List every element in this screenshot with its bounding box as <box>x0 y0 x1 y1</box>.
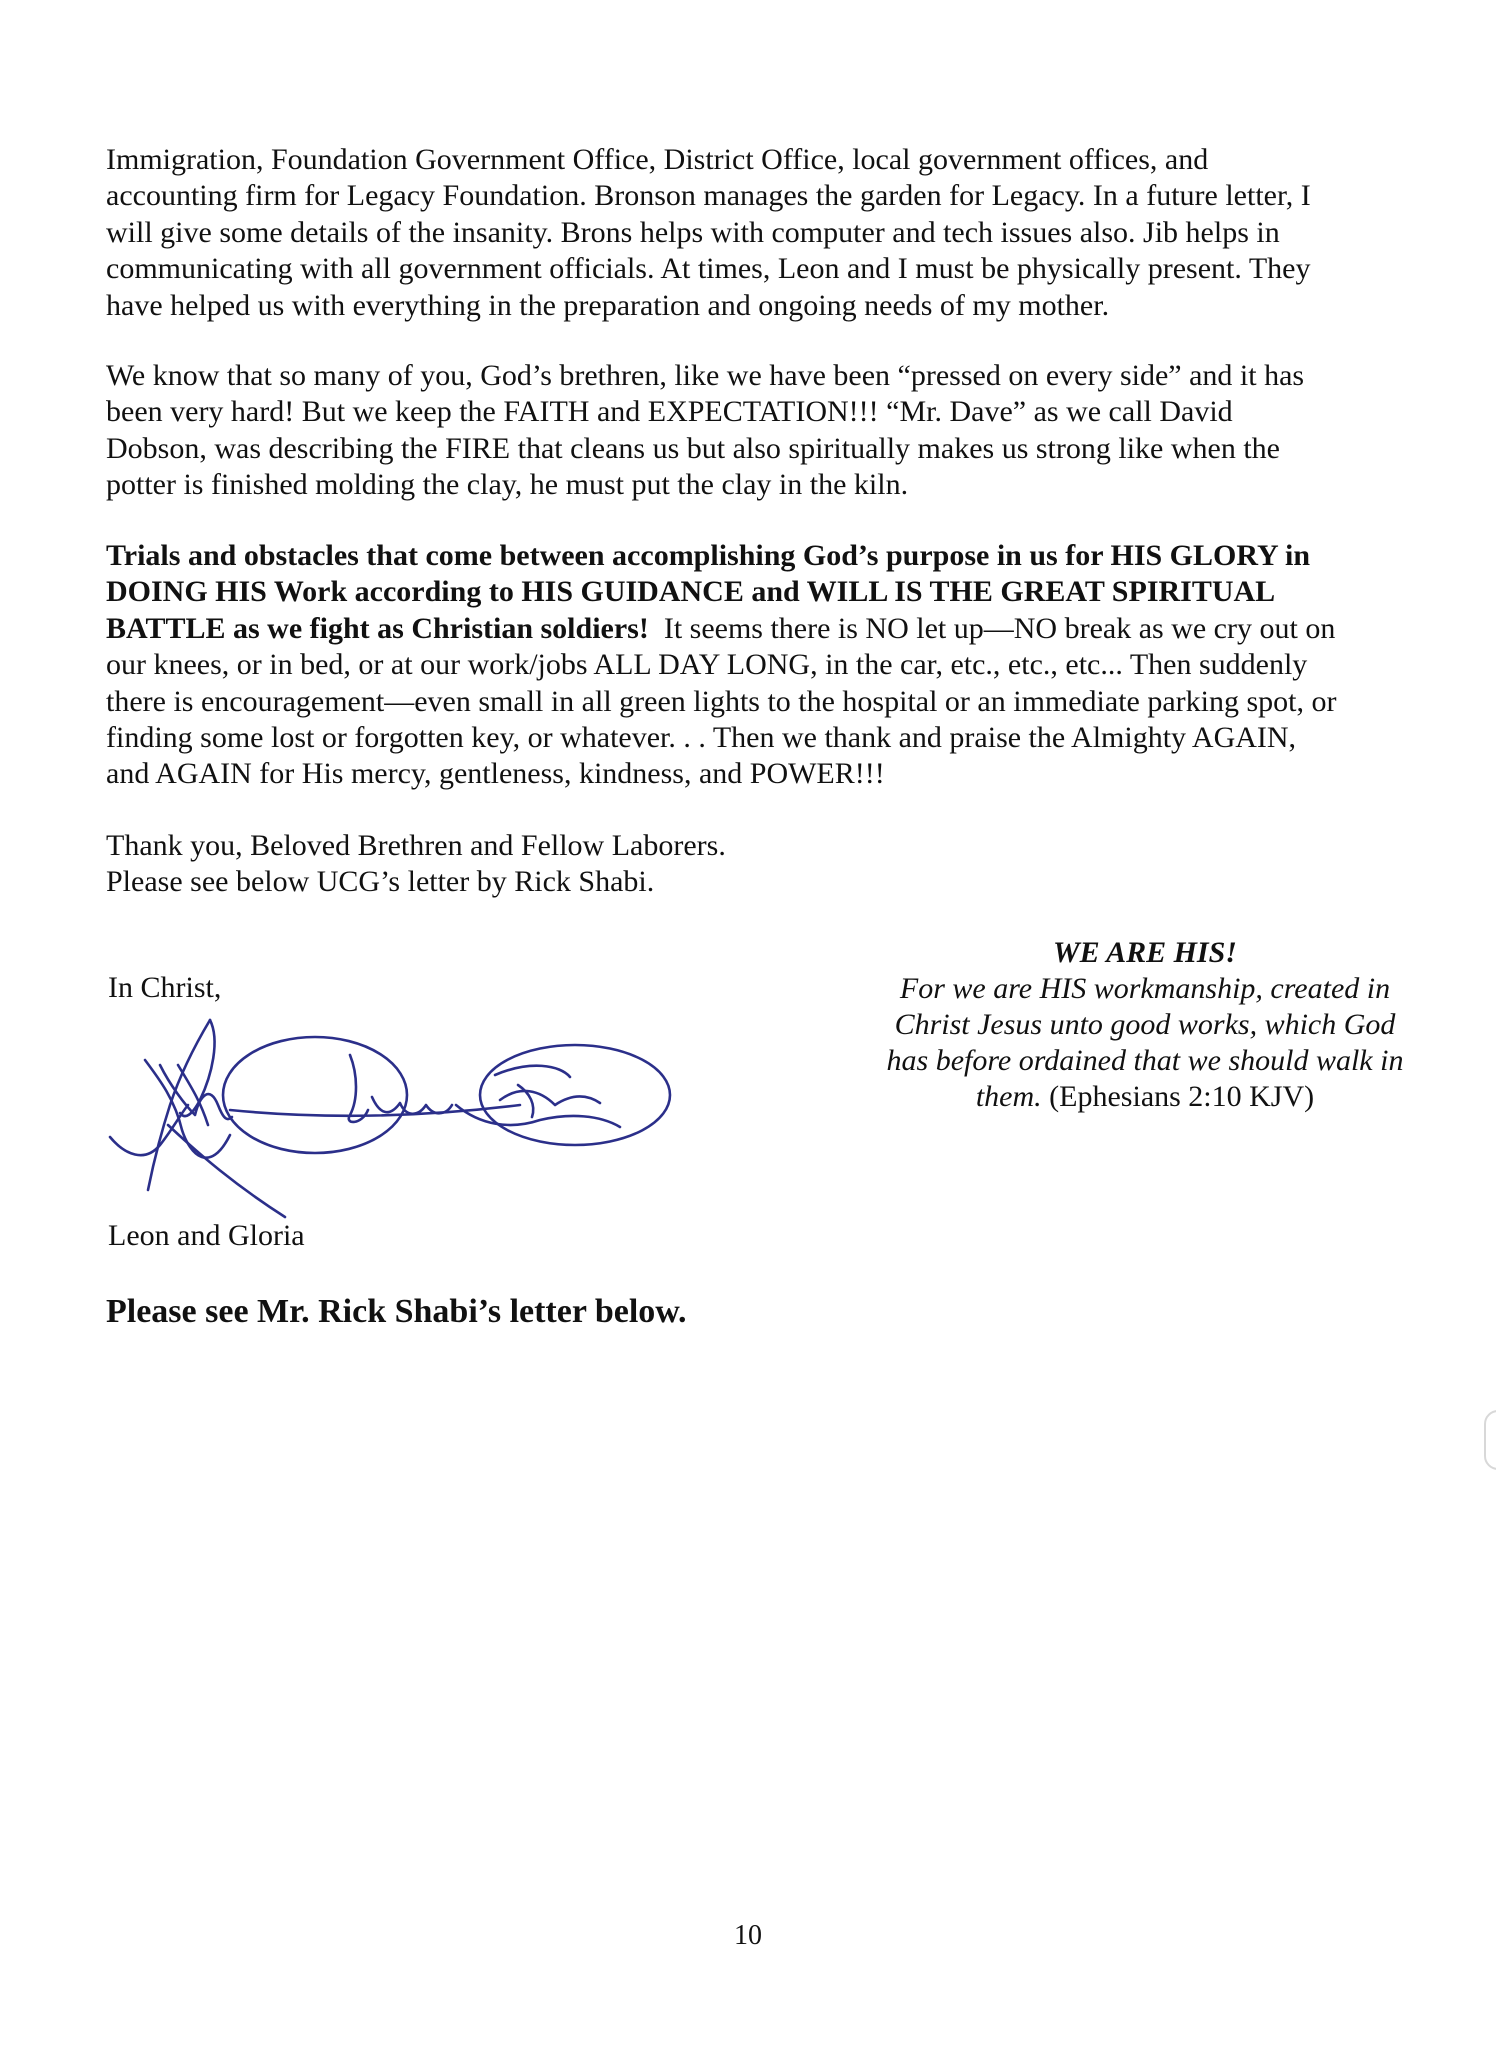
verse-line: Christ Jesus unto good works, which God <box>894 1008 1396 1041</box>
paragraph-2-line: been very hard! But we keep the FAITH and EXPECTATION!!! “Mr. Dave” as we call David <box>106 395 1233 429</box>
paragraph-3-bold-line: DOING HIS Work according to HIS GUIDANCE and WILL IS THE GREAT SPIRITUAL <box>106 575 1276 609</box>
paragraph-2 <box>106 358 1406 504</box>
signature-stroke <box>500 1091 600 1105</box>
verse-line-last: them. <box>975 1080 1042 1113</box>
paragraph-1-line: accounting firm for Legacy Foundation. Bronson manages the garden for Legacy. In a future letter, I <box>106 179 1311 213</box>
paragraph-3-line: finding some lost or forgotten key, or whatever. . . Then we thank and praise the Almighty AGAIN, <box>106 721 1297 755</box>
thanks-line: Please see below UCG’s letter by Rick Shabi. <box>106 865 655 899</box>
signature-stroke <box>160 1065 232 1119</box>
paragraph-1-line: communicating with all government officials. At times, Leon and I must be physically present. They <box>106 252 1311 286</box>
signatory-names: Leon and Gloria <box>108 1219 305 1252</box>
paragraph-3-line-rest: It seems there is NO let up—NO break as we cry out on <box>648 611 1336 645</box>
verse-line: For we are HIS workmanship, created in <box>899 972 1391 1005</box>
paragraph-1-line: have helped us with everything in the preparation and ongoing needs of my mother. <box>106 288 1110 322</box>
paragraph-2-line: We know that so many of you, God’s brethren, like we have been “pressed on every side” and it has <box>106 359 1305 392</box>
thanks-line: Thank you, Beloved Brethren and Fellow Laborers. <box>106 829 726 862</box>
verse-title: WE ARE HIS! <box>1053 936 1237 969</box>
paragraph-2-line: Dobson, was describing the FIRE that cleans us but also spiritually makes us strong like when the <box>106 431 1280 465</box>
paragraph-1-line: will give some details of the insanity. Brons helps with computer and tech issues also. Jib helps in <box>106 215 1280 249</box>
paragraph-3-line: and AGAIN for His mercy, gentleness, kindness, and POWER!!! <box>106 757 885 791</box>
scripture-verse-block <box>860 935 1430 1115</box>
verse-text <box>860 971 1430 1115</box>
page-number: 10 <box>734 1920 762 1951</box>
handwritten-signature <box>100 1005 680 1225</box>
closing-salutation: In Christ, <box>108 971 222 1004</box>
signature-stroke <box>518 1085 533 1117</box>
thanks-paragraph <box>106 828 1406 901</box>
paragraph-1-line: Immigration, Foundation Government Office, District Office, local government offices, and <box>106 143 1209 176</box>
verse-reference: (Ephesians 2:10 KJV) <box>1041 1080 1315 1113</box>
signature-stroke <box>230 1105 520 1116</box>
verse-line: has before ordained that we should walk in <box>886 1044 1404 1077</box>
call-to-action: Please see Mr. Rick Shabi’s letter below. <box>106 1293 687 1330</box>
signature-stroke <box>495 1066 570 1077</box>
signature-stroke <box>372 1097 452 1114</box>
paragraph-2-line: potter is finished molding the clay, he must put the clay in the kiln. <box>106 468 909 502</box>
paragraph-3-line: there is encouragement—even small in all green lights to the hospital or an immediate parking spot, or <box>106 684 1337 718</box>
paragraph-3-bold-line: BATTLE as we fight as Christian soldiers! <box>106 611 649 645</box>
paragraph-1 <box>106 142 1406 324</box>
paragraph-3-line: our knees, or in bed, or at our work/jobs ALL DAY LONG, in the car, etc., etc., etc... Then suddenly <box>106 648 1308 682</box>
signature-stroke <box>349 1055 368 1122</box>
paragraph-3 <box>106 538 1406 793</box>
signature-stroke <box>223 1037 407 1153</box>
scroll-handle[interactable] <box>1484 1410 1496 1470</box>
paragraph-3-bold-line: Trials and obstacles that come between accomplishing God’s purpose in us for HIS GLORY in <box>106 539 1311 572</box>
